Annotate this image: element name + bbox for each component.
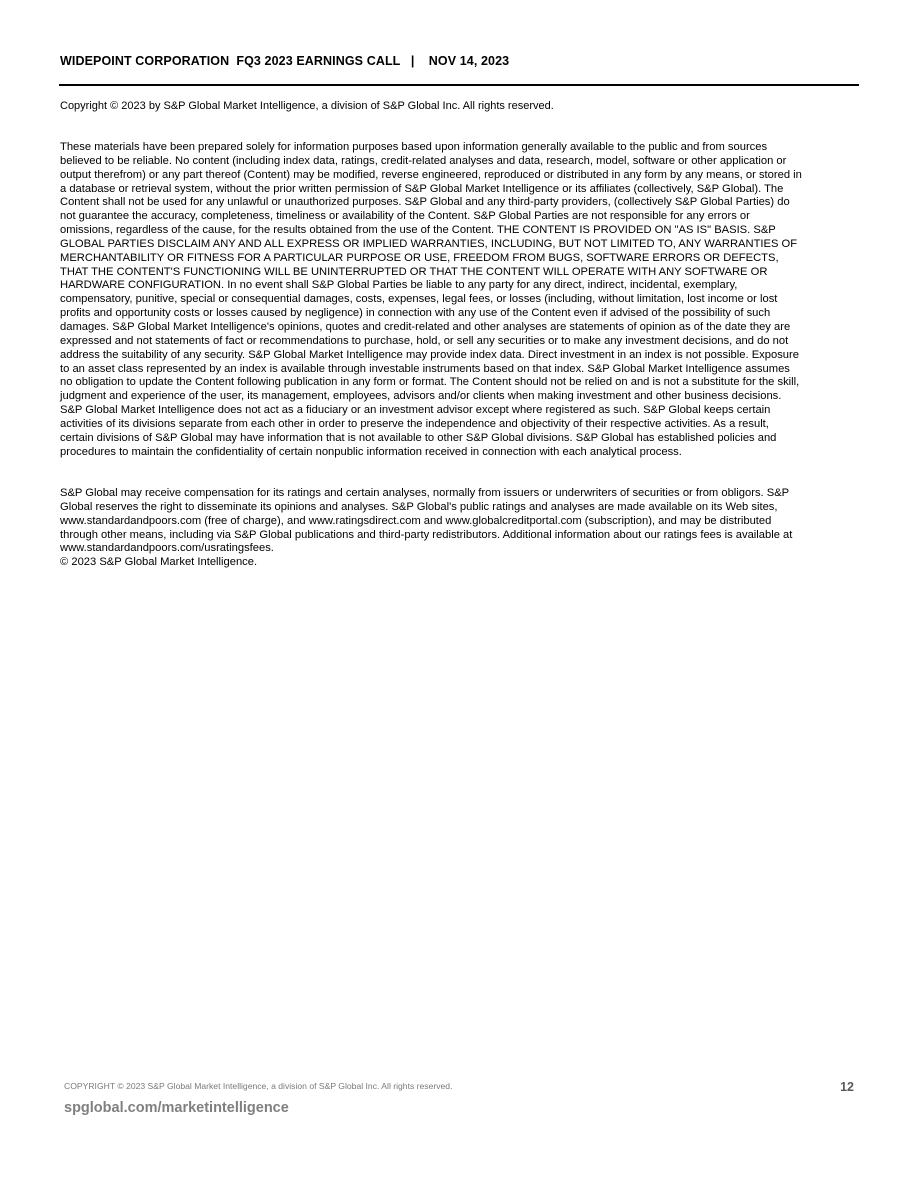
disclaimer-line: a database or retrieval system, without the prior written permission of S&P Global Market Intelligence or its affiliates (collectively, S&P Global). The <box>60 182 784 195</box>
disclaimer-line: damages. S&P Global Market Intelligence's opinions, quotes and credit-related and other analyses are statements of opinion as of the date they are <box>60 320 791 333</box>
footer-website: spglobal.com/marketintelligence <box>64 1100 289 1116</box>
compensation-line: Global reserves the right to disseminate its opinions and analyses. S&P Global's public ratings and analyses are made available on its Web sites, <box>60 500 778 513</box>
disclaimer-line: believed to be reliable. No content (including index data, ratings, credit-related analyses and data, research, model, software or other application or <box>60 154 787 167</box>
disclaimer-line: THAT THE CONTENT'S FUNCTIONING WILL BE UNINTERRUPTED OR THAT THE CONTENT WILL OPERATE WITH ANY SOFTWARE OR <box>60 265 768 278</box>
disclaimer-line: to an asset class represented by an index is available through investable instruments based on that index. S&P Global Market Intelligence assumes <box>60 362 790 375</box>
disclaimer-line: profits and opportunity costs or losses caused by negligence) in connection with any use of the Content even if advised of the possibility of such <box>60 307 771 320</box>
disclaimer-line: judgment and experience of the user, its management, employees, advisors and/or clients when making investment and other business decisions. <box>60 390 782 403</box>
disclaimer-line: These materials have been prepared solely for information purposes based upon information generally available to the public and from sources <box>60 141 768 153</box>
compensation-line: www.standardandpoors.com (free of charge), and www.ratingsdirect.com and www.globalcreditportal.com (subscription), and may be distributed <box>60 514 772 527</box>
disclaimer-line: address the suitability of any security. S&P Global Market Intelligence may provide index data. Direct investment in an index is not possible. Exposure <box>60 348 799 361</box>
compensation-paragraph <box>60 487 860 570</box>
compensation-line: S&P Global may receive compensation for its ratings and certain analyses, normally from issuers or underwriters of securities or from obligors. S&P <box>60 487 790 499</box>
disclaimer-paragraph <box>60 141 860 459</box>
disclaimer-line: S&P Global Market Intelligence does not act as a fiduciary or an investment advisor except where registered as such. S&P Global keeps certain <box>60 404 771 417</box>
copyright-notice: Copyright © 2023 by S&P Global Market Intelligence, a division of S&P Global Inc. All rights reserved. <box>60 100 554 112</box>
document-header: WIDEPOINT CORPORATION FQ3 2023 EARNINGS CALL | NOV 14, 2023 <box>60 54 510 68</box>
disclaimer-line: omissions, regardless of the cause, for the results obtained from the use of the Content. THE CONTENT IS PROVIDED ON "AS IS" BASIS. S&P <box>60 224 776 237</box>
disclaimer-line: Content shall not be used for any unlawful or unauthorized purposes. S&P Global and any third-party providers, (collectively S&P Global Parties) do <box>60 196 790 209</box>
disclaimer-line: certain divisions of S&P Global may have information that is not available to other S&P Global divisions. S&P Global has established policies and <box>60 431 777 444</box>
disclaimer-line: not guarantee the accuracy, completeness, timeliness or availability of the Content. S&P Global Parties are not responsible for any errors or <box>60 210 750 223</box>
compensation-line: © 2023 S&P Global Market Intelligence. <box>60 556 258 569</box>
page-number: 12 <box>840 1080 854 1094</box>
compensation-line: through other means, including via S&P Global publications and third-party redistributors. Additional information about our ratings fees is available at <box>60 528 793 541</box>
disclaimer-line: MERCHANTABILITY OR FITNESS FOR A PARTICULAR PURPOSE OR USE, FREEDOM FROM BUGS, SOFTWARE ERRORS OR DEFECTS, <box>60 251 779 264</box>
disclaimer-line: procedures to maintain the confidentiality of certain nonpublic information received in connection with each analytical process. <box>60 445 682 458</box>
disclaimer-line: compensatory, punitive, special or consequential damages, costs, expenses, legal fees, or losses (including, without limitation, lost income or lost <box>60 293 778 306</box>
disclaimer-line: HARDWARE CONFIGURATION. In no event shall S&P Global Parties be liable to any party for any direct, indirect, incidental, exemplary, <box>60 279 738 292</box>
disclaimer-line: no obligation to update the Content following publication in any form or format. The Content should not be relied on and is not a substitute for the skill, <box>60 376 800 389</box>
footer-copyright: COPYRIGHT © 2023 S&P Global Market Intelligence, a division of S&P Global Inc. All rights reserved. <box>64 1081 453 1091</box>
disclaimer-line: activities of its divisions separate from each other in order to preserve the independence and objectivity of their respective activities. As a result, <box>60 417 769 430</box>
header-divider <box>59 84 859 86</box>
disclaimer-line: GLOBAL PARTIES DISCLAIM ANY AND ALL EXPRESS OR IMPLIED WARRANTIES, INCLUDING, BUT NOT LIMITED TO, ANY WARRANTIES OF <box>60 237 798 250</box>
disclaimer-line: output therefrom) or any part thereof (Content) may be modified, reverse engineered, reproduced or distributed in any form by any means, or stored in <box>60 168 802 181</box>
disclaimer-line: expressed and not statements of fact or recommendations to purchase, hold, or sell any securities or to make any investment decisions, and do not <box>60 334 789 347</box>
compensation-line: www.standardandpoors.com/usratingsfees. <box>60 542 274 555</box>
